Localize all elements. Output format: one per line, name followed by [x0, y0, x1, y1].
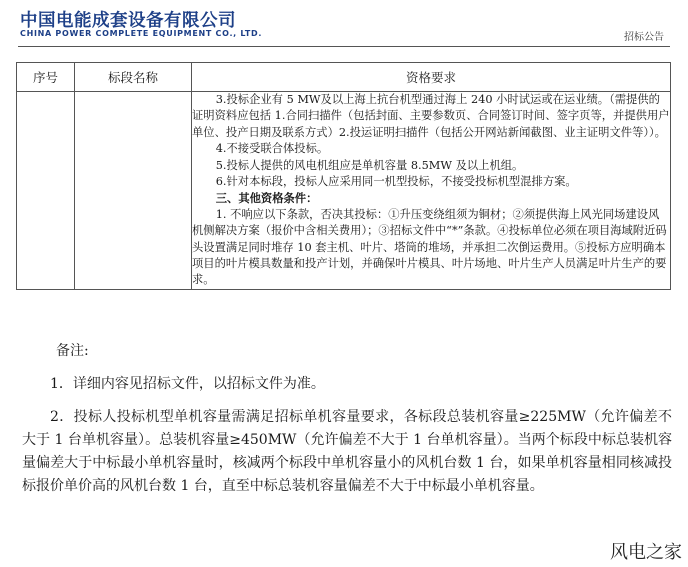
requirement-rejection-clauses: 1. 不响应以下条款，否决其投标：①升压变绕组须为铜材；②须提供海上风光同场建设风机侧解决方案（报价中含相关费用）；③招标文件中“*”条款。④投标单位必须在项目海域附近码头设置满足同时堆存 10 套主机、叶片、塔筒的堆场，并承担二次倒运费用。⑤投标方应明确本项目的叶片模具数量和投产计划，并确保叶片模具、叶片场地、叶片生产人员满足叶片生产的要求。	[192, 207, 667, 287]
document-type-label: 招标公告	[624, 32, 664, 43]
column-header-lot-name: 标段名称	[75, 63, 192, 92]
table-header-row	[17, 63, 671, 92]
cell-index	[17, 92, 75, 290]
company-logo-cn: 中国电能成套设备有限公司	[20, 11, 236, 31]
section-other-conditions: 三、其他资格条件：	[215, 191, 318, 206]
notes-label: 备注:	[56, 343, 89, 359]
requirement-unit-capacity: 5.投标人提供的风电机组应是单机容量 8.5MW 及以上机组。	[215, 158, 524, 172]
source-watermark: 风电之家	[610, 542, 682, 563]
document-header	[0, 0, 688, 46]
requirement-same-model: 6.针对本标段，投标人应采用同一机型投标，不接受投标机型混排方案。	[215, 175, 577, 189]
note-item-2: 2．投标人投标机型单机容量需满足招标单机容量要求，各标段总装机容量≥225MW（允许偏差不大于 1 台单机容量）。总装机容量≥450MW（允许偏差不大于 1 台单机容量）。当两个标段中标总装机容量偏差大于中标最小单机容量时，核减两个标段中单机容量小的风机台数 1 台，如果单机容量相同核减投标报价单价高的风机台数 1 台，直至中标总装机容量偏差不大于中标最小单机容量。	[22, 409, 672, 494]
company-logo-en: CHINA POWER COMPLETE EQUIPMENT CO., LTD.	[20, 29, 263, 38]
qualification-table	[16, 62, 671, 290]
note-item-1: 1．详细内容见招标文件，以招标文件为准。	[50, 376, 325, 392]
column-header-index: 序号	[17, 63, 75, 92]
table-row	[17, 92, 671, 290]
requirement-performance: 3.投标企业有 5 MW及以上海上抗台机型通过海上 240 小时试运或在运业绩。（需提供的证明资料应包括 1.合同扫描件（包括封面、主要参数页、合同签订时间、签字页等，并提供用户单位、投产日期及联系方式）2.投运证明扫描件（包括公开网站新闻截图、业主证明文件等））。	[192, 93, 670, 139]
cell-requirements	[192, 92, 671, 290]
header-divider	[18, 46, 670, 47]
notes-section	[22, 340, 672, 498]
cell-lot-name	[75, 92, 192, 290]
column-header-requirements: 资格要求	[192, 63, 671, 92]
requirement-no-consortium: 4.不接受联合体投标。	[215, 142, 329, 156]
